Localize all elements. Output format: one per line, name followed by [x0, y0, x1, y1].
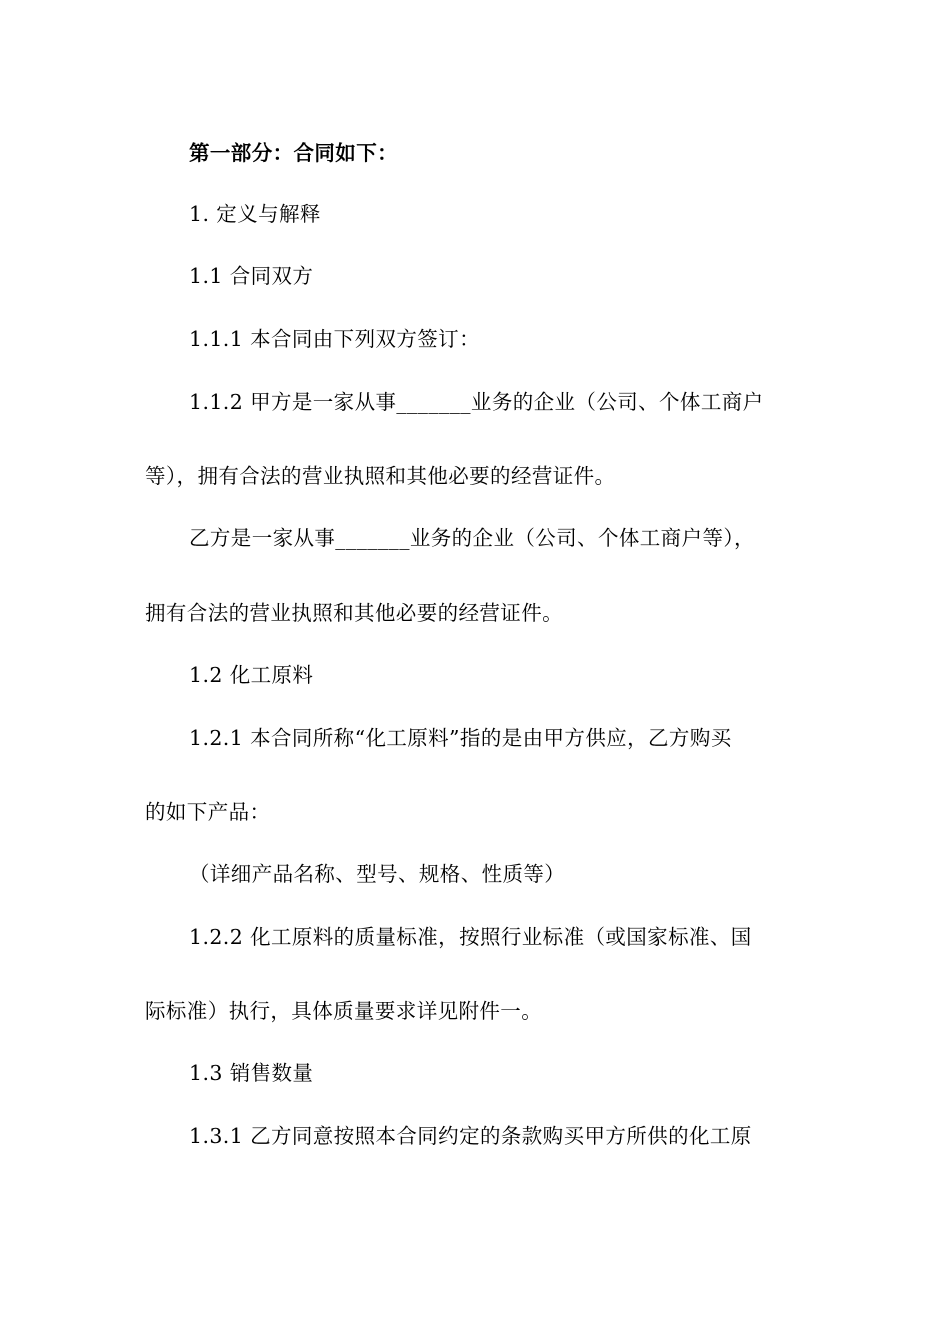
party-b-text-line1: 乙方是一家从事_______业务的企业（公司、个体工商户等）， [189, 526, 755, 550]
clause-1-2-1-text-line1: 1.2.1 本合同所称“化工原料”指的是由甲方供应，乙方购买 [189, 726, 732, 750]
clause-1-3-title: 1.3 销售数量 [189, 1061, 314, 1085]
clause-1-2-title: 1.2 化工原料 [189, 663, 314, 687]
section-heading: 第一部分：合同如下： [189, 141, 398, 165]
product-details-placeholder: （详细产品名称、型号、规格、性质等） [189, 862, 566, 886]
clause-1-2-2-text-line2: 际标准）执行，具体质量要求详见附件一。 [145, 999, 543, 1023]
clause-1-1-title: 1.1 合同双方 [189, 264, 314, 288]
clause-1-1-2-text-line2: 等），拥有合法的营业执照和其他必要的经营证件。 [145, 464, 616, 488]
clause-1-2-1-text-line2: 的如下产品： [145, 800, 271, 824]
clause-1-1-2-text-line1: 1.1.2 甲方是一家从事_______业务的企业（公司、个体工商户 [189, 390, 764, 414]
clause-1-1-1-text: 1.1.1 本合同由下列双方签订： [189, 327, 480, 351]
clause-1-title: 1. 定义与解释 [189, 202, 321, 226]
clause-1-3-1-text-line1: 1.3.1 乙方同意按照本合同约定的条款购买甲方所供的化工原 [189, 1124, 752, 1148]
party-b-text-line2: 拥有合法的营业执照和其他必要的经营证件。 [145, 601, 563, 625]
clause-1-2-2-text-line1: 1.2.2 化工原料的质量标准，按照行业标准（或国家标准、国 [189, 925, 752, 949]
